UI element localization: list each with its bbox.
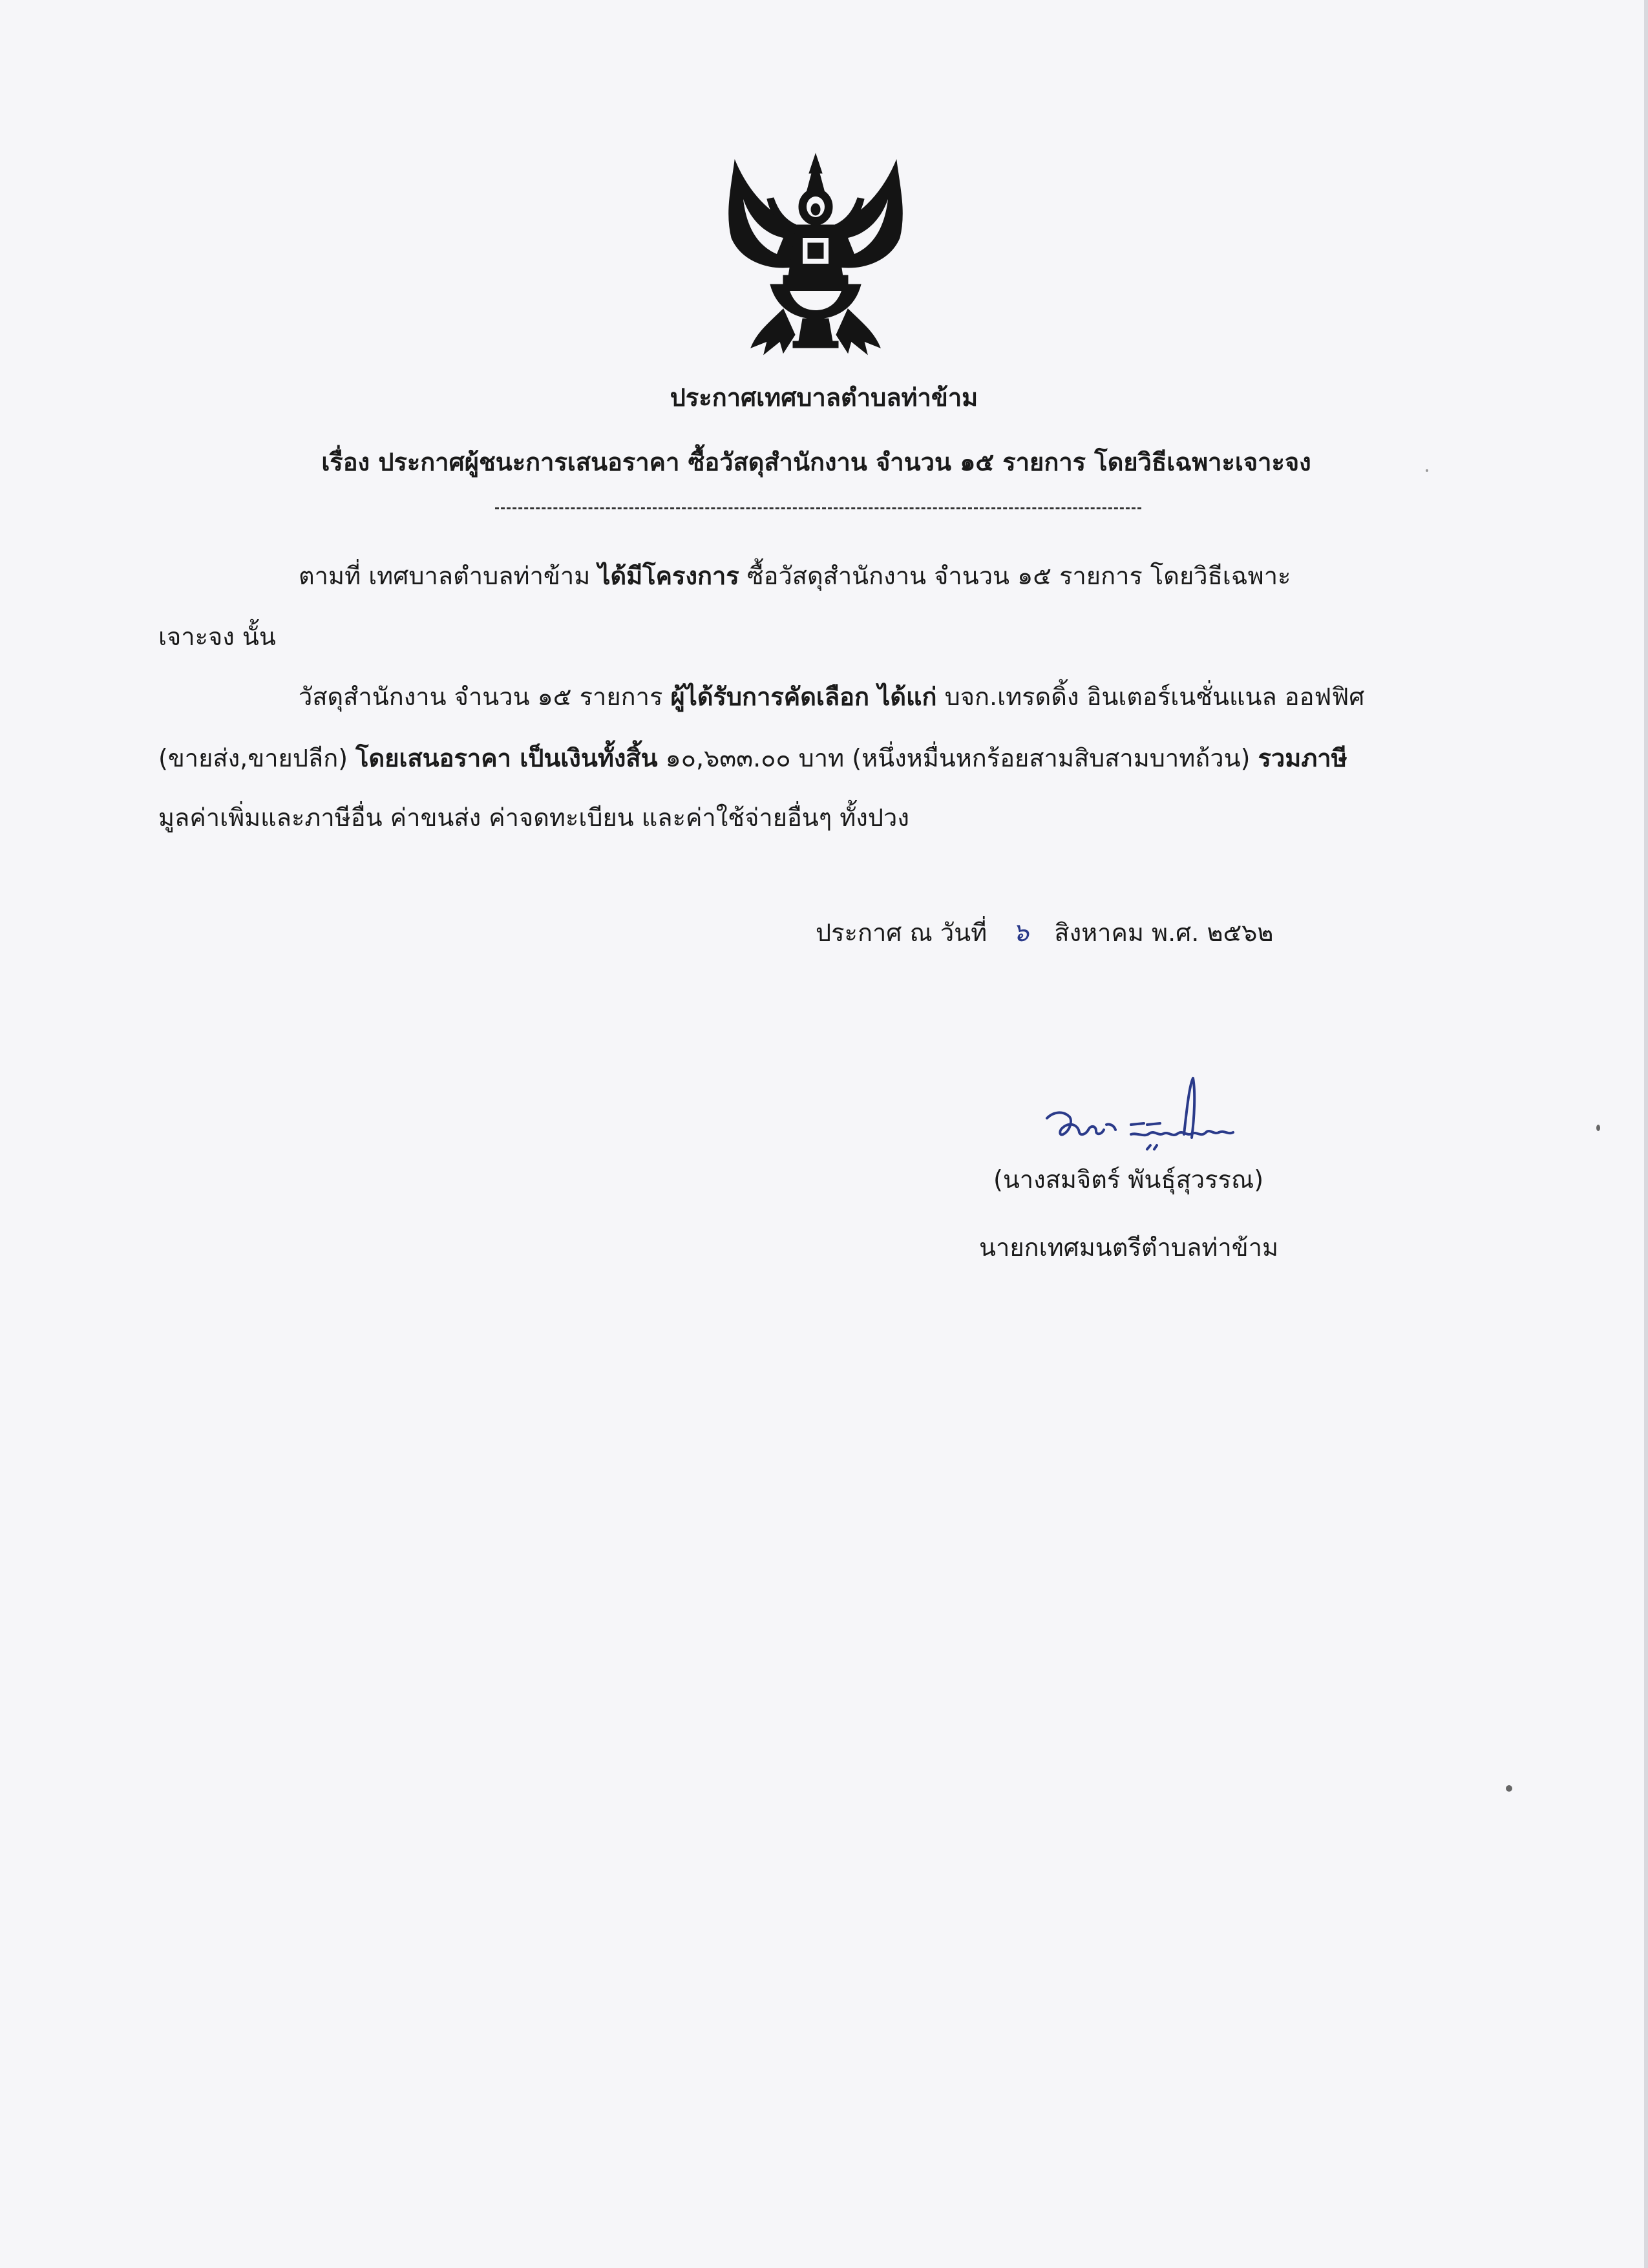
garuda-emblem-icon (706, 147, 925, 361)
scan-speck (1426, 469, 1428, 472)
signer-position: นายกเทศมนตรีตำบลท่าข้าม (979, 1233, 1279, 1262)
date-day-handwritten: ๖ (1012, 918, 1029, 948)
paragraph-2-line-1 (299, 681, 1364, 713)
text-segment: ซื้อวัสดุสำนักงาน จำนวน ๑๕ รายการ โดยวิธีเฉพาะ (739, 562, 1291, 590)
text-segment-bold: ได้มีโครงการ (598, 562, 739, 590)
date-month-year: สิงหาคม พ.ศ. ๒๕๖๒ (1054, 918, 1274, 947)
paragraph-2-line-3: มูลค่าเพิ่มและภาษีอื่น ค่าขนส่ง ค่าจดทะเบียน และค่าใช้จ่ายอื่นๆ ทั้งปวง (158, 803, 909, 832)
scan-speck (1596, 1125, 1600, 1131)
document-subject: เรื่อง ประกาศผู้ชนะการเสนอราคา ซื้อวัสดุสำนักงาน จำนวน ๑๕ รายการ โดยวิธีเฉพาะเจาะจง (321, 448, 1311, 476)
announcement-date (816, 917, 1273, 949)
signature-icon (1034, 1073, 1280, 1170)
text-segment: ๑๐,๖๓๓.๐๐ บาท (หนึ่งหมื่นหกร้อยสามสิบสามบาทถ้วน) (657, 744, 1258, 772)
paragraph-2-line-2 (158, 742, 1347, 774)
divider (495, 507, 1141, 509)
text-segment: (ขายส่ง,ขายปลีก) (158, 744, 356, 772)
text-segment: วัสดุสำนักงาน จำนวน ๑๕ รายการ (299, 683, 671, 711)
scan-edge (1644, 0, 1648, 2268)
scan-speck (1506, 1785, 1512, 1792)
date-label: ประกาศ ณ วันที่ (816, 918, 988, 947)
signer-name: (นางสมจิตร์ พันธุ์สุวรรณ) (993, 1165, 1264, 1194)
document-title: ประกาศเทศบาลตำบลท่าข้าม (670, 383, 978, 412)
paragraph-1-line-1 (299, 560, 1291, 592)
text-segment-bold: ผู้ได้รับการคัดเลือก ได้แก่ (670, 683, 937, 711)
text-segment: ตามที่ เทศบาลตำบลท่าข้าม (299, 562, 598, 590)
text-segment-bold: รวมภาษี (1258, 744, 1347, 772)
text-segment-bold: โดยเสนอราคา เป็นเงินทั้งสิ้น (355, 744, 658, 772)
paragraph-1-line-2: เจาะจง นั้น (158, 622, 276, 651)
text-segment: บจก.เทรดดิ้ง อินเตอร์เนชั่นแนล ออฟฟิศ (936, 683, 1365, 711)
